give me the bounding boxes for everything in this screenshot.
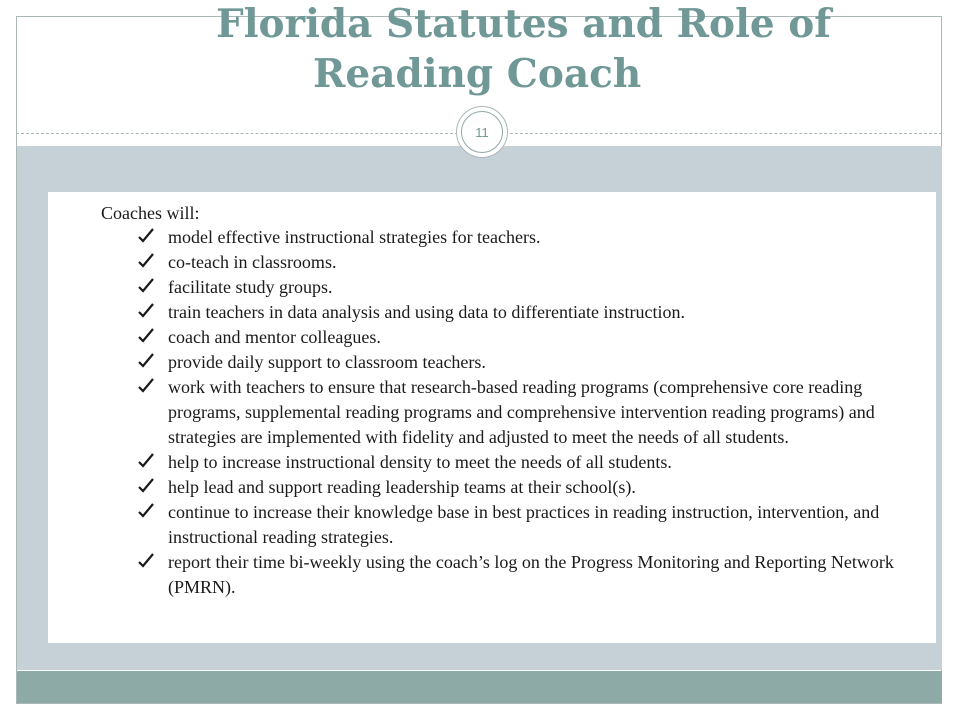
coach-duty-item — [138, 225, 898, 250]
checkmark-icon — [138, 477, 154, 495]
coach-duty-text: work with teachers to ensure that research-based reading programs (comprehensive core reading programs, supplemental reading programs and comprehensive intervention reading programs) and strategies are implemented with fidelity and adjusted to meet the needs of all students. — [168, 377, 875, 447]
coach-duty-text: continue to increase their knowledge base in best practices in reading instruction, intervention, and instructional reading strategies. — [168, 502, 880, 547]
document-excerpt — [48, 192, 936, 643]
checkmark-icon — [138, 502, 154, 520]
coach-duty-text: facilitate study groups. — [168, 277, 333, 297]
checkmark-icon — [138, 252, 154, 270]
coach-duty-item — [138, 375, 898, 450]
checkmark-icon — [138, 327, 154, 345]
coach-duty-text: coach and mentor colleagues. — [168, 327, 381, 347]
coach-duty-item — [138, 450, 898, 475]
coach-duty-item — [138, 325, 898, 350]
document-intro: Coaches will: — [101, 203, 200, 223]
slide-title-line-1: Florida Statutes and Role of — [216, 1, 832, 47]
coach-duty-text: provide daily support to classroom teachers. — [168, 352, 486, 372]
coach-duties-list — [138, 225, 898, 600]
coach-duty-text: help lead and support reading leadership teams at their school(s). — [168, 477, 636, 497]
footer-band — [17, 671, 942, 703]
checkmark-icon — [138, 552, 154, 570]
checkmark-icon — [138, 277, 154, 295]
coach-duty-item — [138, 300, 898, 325]
coach-duty-item — [138, 275, 898, 300]
coach-duty-item — [138, 500, 898, 550]
checkmark-icon — [138, 302, 154, 320]
coach-duty-text: co-teach in classrooms. — [168, 252, 337, 272]
coach-duty-item — [138, 350, 898, 375]
checkmark-icon — [138, 452, 154, 470]
coach-duty-item — [138, 250, 898, 275]
coach-duty-text: model effective instructional strategies for teachers. — [168, 227, 541, 247]
coach-duty-text: report their time bi-weekly using the coach’s log on the Progress Monitoring and Reporting Network (PMRN). — [168, 552, 894, 597]
checkmark-icon — [138, 377, 154, 395]
checkmark-icon — [138, 352, 154, 370]
coach-duty-item — [138, 550, 898, 600]
coach-duty-item — [138, 475, 898, 500]
coach-duty-text: help to increase instructional density to meet the needs of all students. — [168, 452, 672, 472]
coach-duty-text: train teachers in data analysis and using data to differentiate instruction. — [168, 302, 685, 322]
checkmark-icon — [138, 227, 154, 245]
slide-title-line-2: Reading Coach — [313, 51, 642, 97]
page-number-badge — [456, 106, 508, 158]
page-number: 11 — [461, 111, 503, 153]
